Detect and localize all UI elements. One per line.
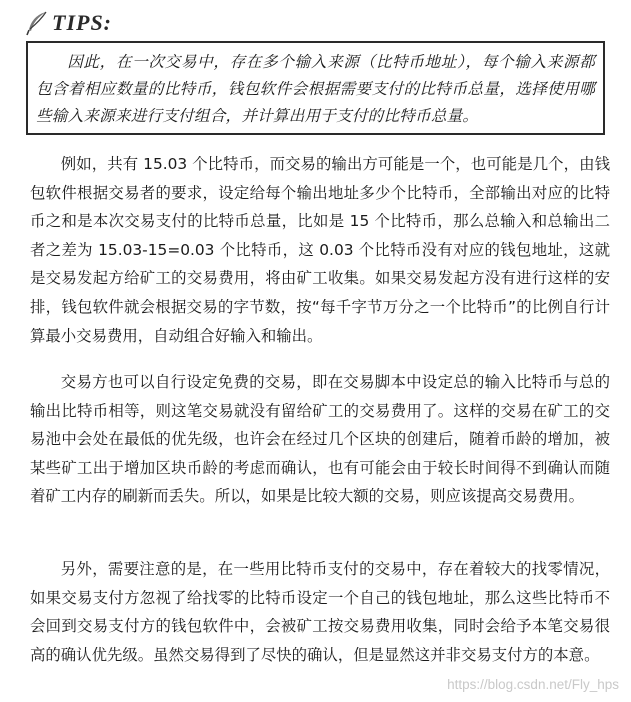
tips-text: 因此，在一次交易中，存在多个输入来源（比特币地址），每个输入来源都包含着相应数量的比特币，钱包软件会根据需要支付的比特币总量，选择使用哪些输入来源来进行支付组合，并计算出用于支付的比特币总量。 [36, 53, 595, 125]
quill-pen-icon [24, 10, 50, 36]
tips-header [24, 8, 112, 38]
body-paragraph-2: 交易方也可以自行设定免费的交易，即在交易脚本中设定总的输入比特币与总的输出比特币相等，则这笔交易就没有留给矿工的交易费用了。这样的交易在矿工的交易池中会处在最低的优先级，也许会在经过几个区块的创建后，随着币龄的增加，被某些矿工出于增加区块币龄的考虑而确认，也有可能会由于较长时间得不到确认而随着矿工内存的刷新而丢失。所以，如果是比较大额的交易，则应该提高交易费用。 [30, 373, 610, 506]
body-paragraph-1: 例如，共有 15.03 个比特币，而交易的输出方可能是一个，也可能是几个，由钱包软件根据交易者的要求，设定给每个输出地址多少个比特币，全部输出对应的比特币之和是本次交易支付的比特币总量，比如是 15 个比特币，那么总输入和总输出二者之差为 15.03-15=0.03 个比特币，这 0.03 个比特币没有对应的钱包地址，这就是交易发起方给矿工的交易费用，将由矿工收集。如果交易发起方没有进行这样的安排，钱包软件就会根据交易的字节数，按“每千字节万分之一个比特币”的比例自行计算最小交易费用，自动组合好输入和输出。 [30, 155, 610, 345]
watermark: https://blog.csdn.net/Fly_hps [447, 677, 619, 692]
body-paragraph-3: 另外，需要注意的是，在一些用比特币支付的交易中，存在着较大的找零情况，如果交易支付方忽视了给找零的比特币设定一个自己的钱包地址，那么这些比特币不会回到交易支付方的钱包软件中，会被矿工按交易费用收集，同时会给予本笔交易很高的确认优先级。虽然交易得到了尽快的确认，但是显然这并非交易支付方的本意。 [30, 560, 610, 664]
tips-box [26, 41, 605, 135]
tips-label: TIPS: [52, 10, 112, 35]
